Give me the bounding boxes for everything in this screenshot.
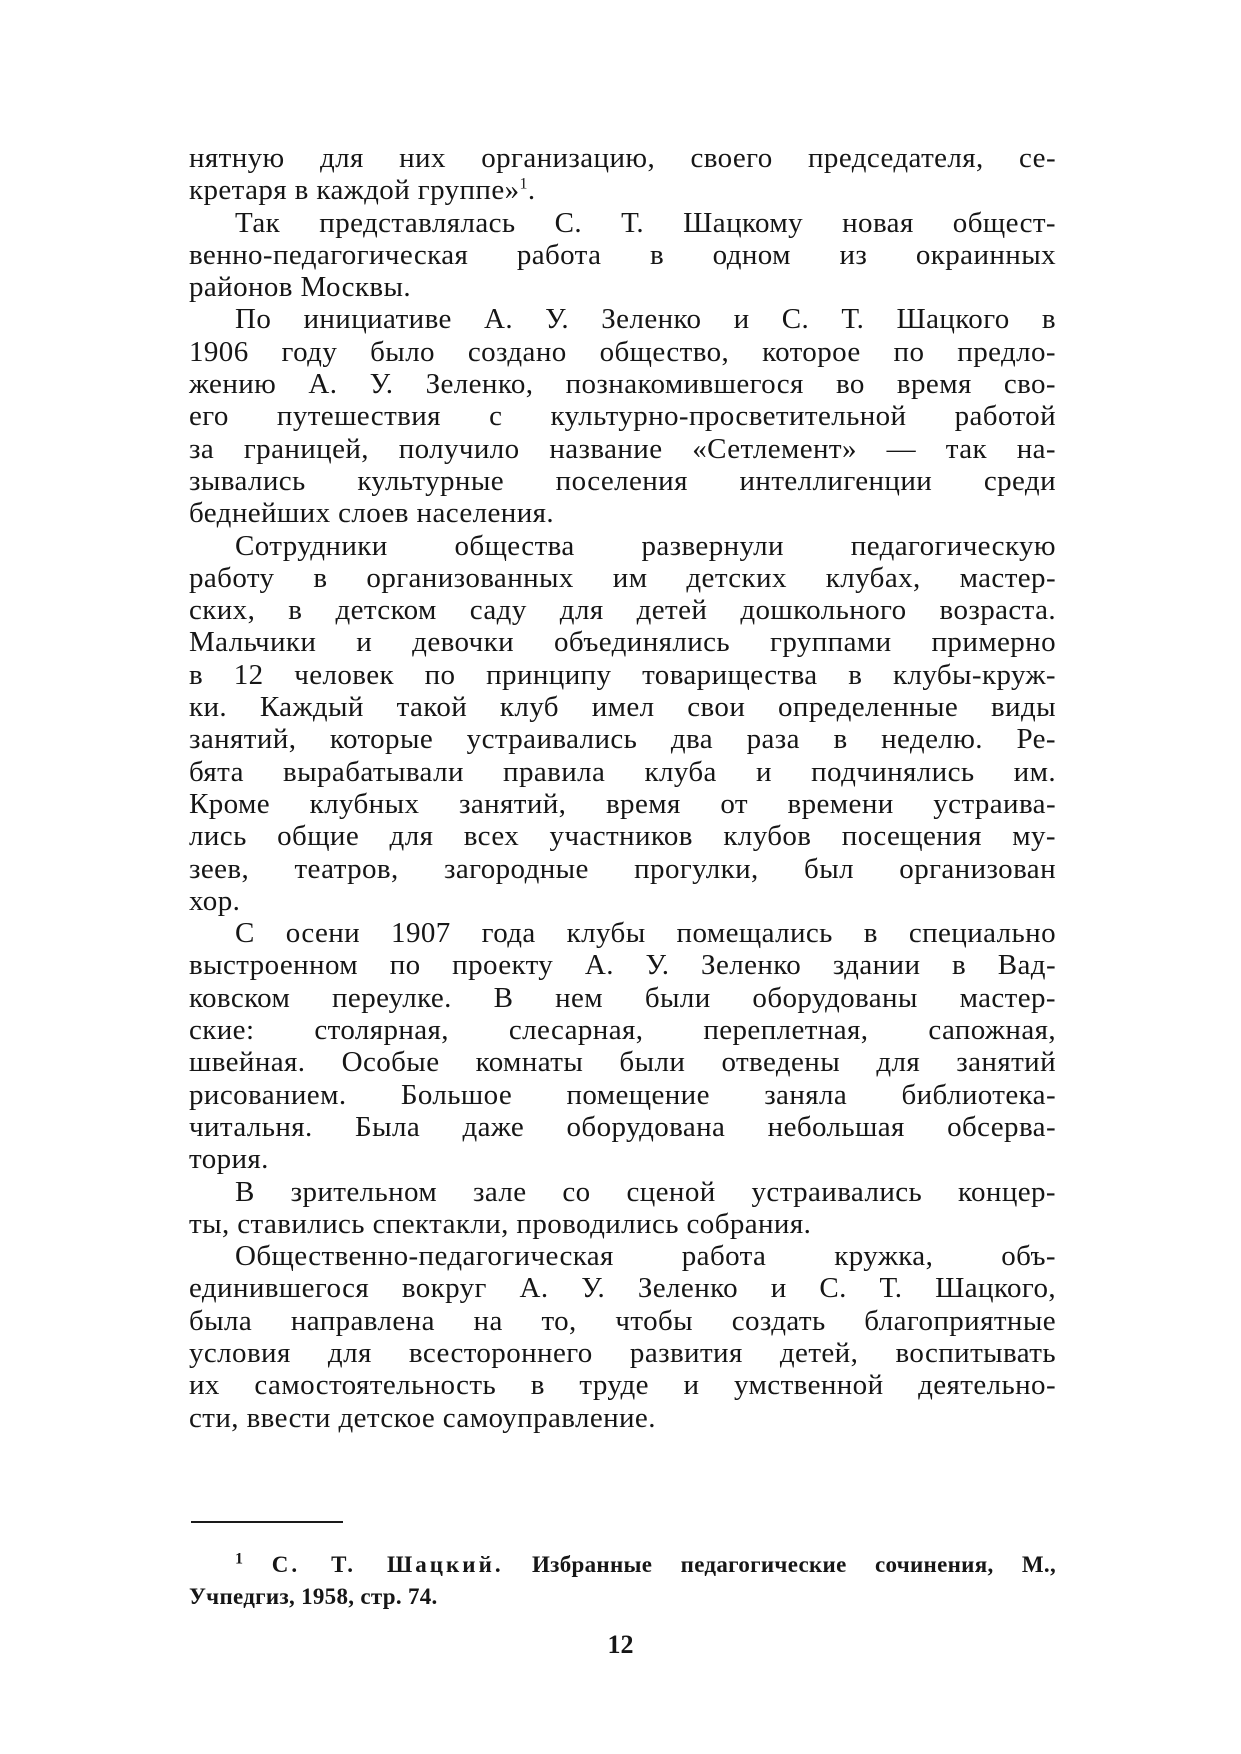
text-line: С осени 1907 года клубы помещались в специально xyxy=(235,917,1056,950)
paragraph xyxy=(189,530,1056,918)
paragraph xyxy=(189,917,1056,1175)
text-line: ковском переулке. В нем были оборудованы мастер- xyxy=(189,981,1056,1014)
text-fragment: . xyxy=(527,174,536,207)
text-fragment: кретаря в каждой группе» xyxy=(189,174,520,207)
footnote-marker: 1 xyxy=(235,1550,244,1568)
text-line: единившегося вокруг А. У. Зеленко и С. Т. Шацкого, xyxy=(189,1272,1056,1305)
text-line: в 12 человек по принципу товарищества в клубы-круж- xyxy=(189,658,1056,691)
text-line: за границей, получило название «Сетлемент» — так на- xyxy=(189,432,1056,465)
paragraph xyxy=(189,303,1056,529)
text-line: зеев, театров, загородные прогулки, был организован xyxy=(189,852,1056,885)
text-line xyxy=(189,174,1056,206)
text-line: районов Москвы. xyxy=(189,271,412,304)
text-line: По инициативе А. У. Зеленко и С. Т. Шацкого в xyxy=(235,303,1056,336)
text-line: зывались культурные поселения интеллигенции среди xyxy=(189,464,1056,497)
text-line: Так представлялась С. Т. Шацкому новая общест- xyxy=(235,206,1056,239)
text-line: лись общие для всех участников клубов посещения му- xyxy=(189,820,1056,853)
text-line: хор. xyxy=(189,884,241,917)
text-line: венно-педагогическая работа в одном из окраинных xyxy=(189,238,1056,271)
text-line: Мальчики и девочки объединялись группами примерно xyxy=(189,626,1056,659)
paragraph xyxy=(189,207,1056,304)
page-number: 12 xyxy=(607,1630,634,1659)
page-body xyxy=(189,142,1056,1434)
text-line: его путешествия с культурно-просветительной работой xyxy=(189,400,1056,433)
text-line: швейная. Особые комнаты были отведены для занятий xyxy=(189,1046,1056,1079)
text-line: тория. xyxy=(189,1143,269,1176)
text-line: ки. Каждый такой клуб имел свои определенные виды xyxy=(189,691,1056,724)
text-line: нятную для них организацию, своего председателя, се- xyxy=(189,142,1056,174)
text-line: 1906 году было создано общество, которое по предло- xyxy=(189,335,1056,368)
text-line: бята вырабатывали правила клуба и подчинялись им. xyxy=(189,755,1056,788)
text-line: сти, ввести детское самоуправление. xyxy=(189,1401,656,1434)
text-line: Сотрудники общества развернули педагогическую xyxy=(235,529,1056,562)
footnote-author: С. Т. Шацкий. xyxy=(271,1552,504,1577)
footnote-divider xyxy=(191,1521,343,1523)
footnote xyxy=(189,1549,1056,1613)
text-line: выстроенном по проекту А. У. Зеленко здании в Вад- xyxy=(189,949,1056,982)
text-line: беднейших слоев населения. xyxy=(189,497,554,530)
text-line: была направлена на то, чтобы создать благоприятные xyxy=(189,1304,1056,1337)
footnote-line: Учпедгиз, 1958, стр. 74. xyxy=(189,1584,438,1609)
footnote-ref: 1 xyxy=(519,175,528,193)
text-line: ские: столярная, слесарная, переплетная, сапожная, xyxy=(189,1014,1056,1047)
footnote-line xyxy=(189,1549,1056,1581)
text-line: читальня. Была даже оборудована небольшая обсерва- xyxy=(189,1110,1056,1143)
paragraph xyxy=(189,1240,1056,1434)
text-line: их самостоятельность в труде и умственной деятельно- xyxy=(189,1369,1056,1402)
text-line: ты, ставились спектакли, проводились собрания. xyxy=(189,1207,812,1240)
text-line: В зрительном зале со сценой устраивались концер- xyxy=(235,1175,1056,1208)
text-line: Кроме клубных занятий, время от времени устраива- xyxy=(189,787,1056,820)
text-line: рисованием. Большое помещение заняла библиотека- xyxy=(189,1078,1056,1111)
text-line: ских, в детском саду для детей дошкольного возраста. xyxy=(189,594,1056,627)
text-line: занятий, которые устраивались два раза в неделю. Ре- xyxy=(189,723,1056,756)
text-line: жению А. У. Зеленко, познакомившегося во время сво- xyxy=(189,368,1056,401)
footnote-title: Избранные педагогические сочинения, М., xyxy=(531,1552,1056,1577)
text-line: Общественно-педагогическая работа кружка, объ- xyxy=(235,1240,1056,1273)
paragraph xyxy=(189,142,1056,207)
text-line: работу в организованных им детских клубах, мастер- xyxy=(189,561,1056,594)
paragraph xyxy=(189,1176,1056,1241)
text-line: условия для всестороннего развития детей, воспитывать xyxy=(189,1336,1056,1369)
